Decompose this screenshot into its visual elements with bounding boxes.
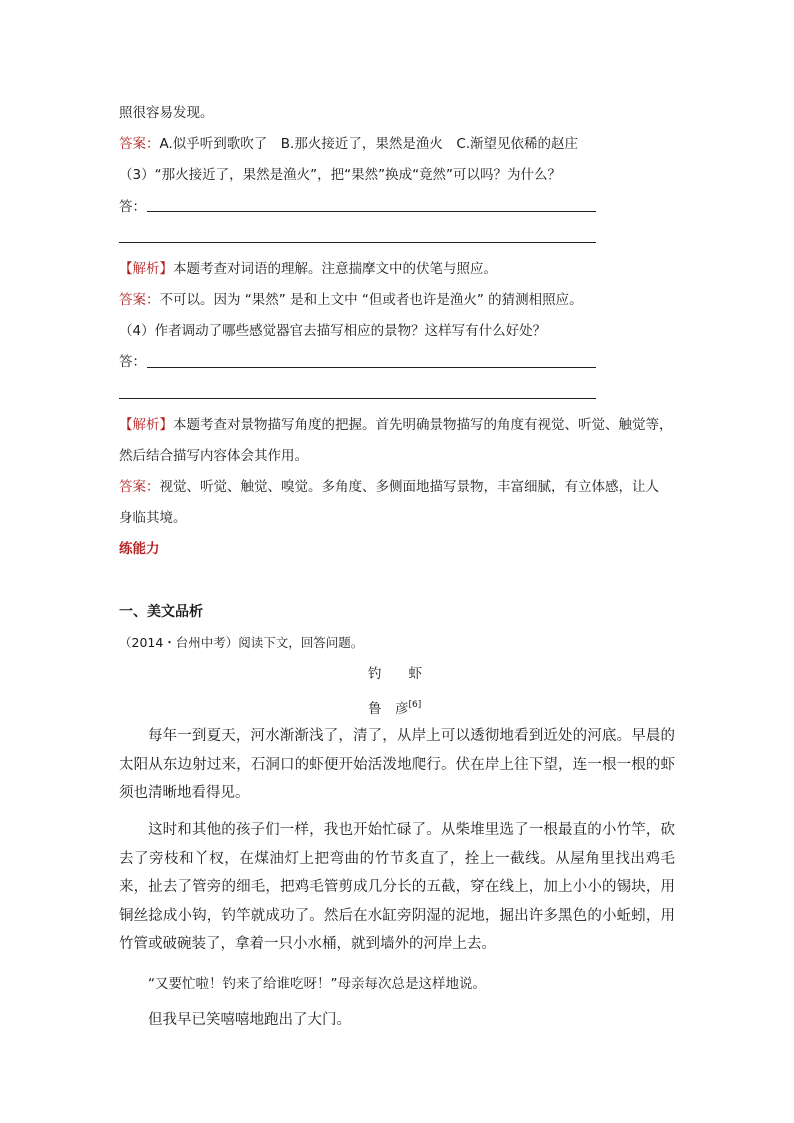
answer-text: 视觉、听觉、触觉、嗅觉。多角度、多侧面地描写景物，丰富细腻，有立体感，让人 — [159, 479, 659, 495]
article-author — [368, 695, 421, 719]
answer-4-line-2: 身临其境。 — [119, 510, 187, 526]
article-paragraph-2: 这时和其他的孩子们一样，我也开始忙碌了。从柴堆里选了一根最直的小竹竿，砍去了旁枝和丫杈，在煤油灯上把弯曲的竹节炙直了，拴上一截线。从屋角里找出鸡毛来，扯去了管旁的细毛，把鸡毛管剪成几分长的五截，穿在线上，加上小小的锡块，用铜丝捻成小钩，钓竿就成功了。然后在水缸旁阴湿的泥地，掘出许多黑色的小蚯蚓，用竹管或破碗装了，拿着一只小水桶，就到墙外的河岸上去。 — [119, 822, 675, 952]
question-3: （3）“那火接近了，果然是渔火”，把“果然”换成“竟然”可以吗？为什么？ — [119, 167, 562, 183]
answer-label: 答案： — [119, 292, 160, 308]
answer-line-2 — [119, 134, 578, 154]
source-line: （2014・台州中考）阅读下文，回答问题。 — [119, 635, 364, 650]
answer-blank-line — [119, 398, 596, 399]
author-footnote-marker: [6] — [408, 700, 422, 710]
section-heading-one: 一、美文品析 — [119, 604, 203, 620]
answer-3 — [119, 290, 583, 310]
answer-text: 不可以。因为 “果然” 是和上文中 “但或者也许是渔火” 的猜测相照应。 — [159, 292, 583, 308]
analysis-text: 本题考查对景物描写角度的把握。首先明确景物描写的角度有视觉、听觉、触觉等， — [173, 417, 673, 433]
answer-prompt-4: 答： — [119, 354, 146, 370]
answer-label: 答案： — [119, 479, 160, 495]
question-4: （4）作者调动了哪些感觉器官去描写相应的景物？这样写有什么好处？ — [119, 323, 547, 339]
answer-prompt-3: 答： — [119, 199, 146, 215]
answer-text: A.似乎听到歌吹了 B.那火接近了，果然是渔火 C.渐望见依稀的赵庄 — [159, 136, 579, 152]
answer-blank-line — [147, 211, 596, 212]
analysis-3 — [119, 259, 497, 279]
answer-blank-line — [147, 367, 596, 368]
answer-blank-line — [119, 242, 596, 243]
answer-label: 答案： — [119, 136, 160, 152]
analysis-text: 本题考查对词语的理解。注意揣摩文中的伏笔与照应。 — [173, 261, 497, 277]
article-paragraph-4: 但我早已笑嘻嘻地跑出了大门。 — [148, 1012, 351, 1028]
article-paragraph-3: “又要忙啦！钓来了给谁吃呀！”母亲每次总是这样地说。 — [148, 976, 486, 992]
analysis-4-line-2: 然后结合描写内容体会其作用。 — [119, 448, 308, 464]
author-name: 鲁 彦 — [368, 701, 409, 717]
article-title: 钓 虾 — [368, 666, 422, 682]
text-line-continuation: 照很容易发现。 — [119, 105, 214, 121]
analysis-label: 【解析】 — [119, 417, 173, 433]
answer-4-line-1 — [119, 477, 659, 497]
analysis-label: 【解析】 — [119, 261, 173, 277]
section-heading-practice: 练能力 — [119, 541, 160, 557]
analysis-4-line-1 — [119, 415, 673, 435]
article-paragraph-1: 每年一到夏天，河水渐渐浅了，清了，从岸上可以透彻地看到近处的河底。早晨的太阳从东边射过来，石洞口的虾便开始活泼地爬行。伏在岸上往下望，连一根一根的虾须也清晰地看得见。 — [119, 728, 675, 801]
